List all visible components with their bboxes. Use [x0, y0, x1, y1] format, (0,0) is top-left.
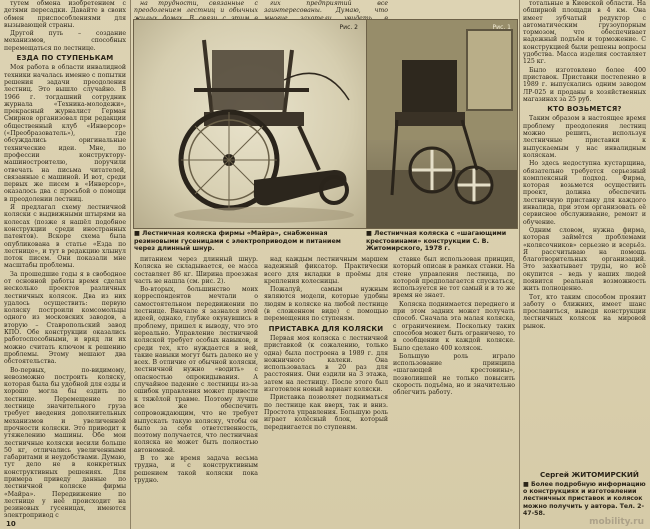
note-bullet: ■ — [523, 481, 532, 488]
col1-paragraph: Моя работа в области инвалидной техники началась именно с попытки решения задачи преодоления лестниц. Это вышло случайно. В 1966 г. тогдашний сотрудник журнала «Техника-молодежи», прекрасный журналист Герман Смирнов организовал при редакции общественный клуб «Инверсор» («Преобразователь»), где обсуждались оригинальные технические идеи. Мне, по профессии конструктору-машиностроителю, поручили отвечать на письма читателей, связанные с машиной. И вот, среди первых же писем в «Инверсор», оказалось два с просьбой о помощи в преодолении лестниц. — [4, 64, 126, 203]
col1-paragraph: Во-первых, по-видимому, невозможно построить коляску, которая была бы удобной для езды и хорошо могла бы ездить по лестнице. Перемещение по лестнице значительного груза требует введения дополнительных механизмов и увеличенной прочности коляски. Это приводит к утяжелению машины. Обе мои лестничные коляски весили больше 50 кг, отличались увеличенными габаритами и неудобствами. Думаю, тут дело не в конкретных конструктивных решениях. Для примера приведу данные по лестничной коляске фирмы «Майра». Передвижение по лестнице у неё происходит на резиновых гусеницах, имеются электропривод с — [4, 366, 126, 520]
col4-paragraph: Коляска поднимается переднего и при этом задних может получать способ. Сначала эта малая коляска, с ограничением. Поскольку таких способов может быть ограничено, то в сообщении к каждой коляске. Было сделано 400 колясок. — [393, 300, 515, 352]
caption-zhitomirsky: ■ Лестничная коляска с «шагающими крестовинами» конструкции С. В. Житомирского, 1978 г. — [366, 230, 507, 253]
figure-label-1: Рис. 1 — [492, 24, 511, 31]
author-signature: Сергей ЖИТОМИРСКИЙ — [540, 470, 639, 479]
col5-paragraph: Тот, кто таким способом проявит заботу о ближних, имеет шанс прославиться, выведя конструкции лестничных колясок на мировой рынок. — [523, 293, 646, 330]
col2-paragraph: питанием через длинный шнур. Коляска не складывается, ее масса составляет 86 кг. Ширина проезжая часть не нашла (см. рис. 2). — [134, 256, 258, 285]
column-4 — [393, 256, 515, 529]
caption-bullet: ■ — [134, 230, 143, 237]
caption-bullet: ■ — [366, 230, 375, 237]
column-3 — [264, 256, 388, 529]
wheelchair-illustration — [134, 20, 366, 228]
top-mid-text: на трудности, связанные с преодолением лестниц и обычных — [134, 0, 258, 15]
col2-paragraph: Во-вторых, большинство моих корреспондентов мечтали о самостоятельном передвижении по лестнице. Вначале я зазнался этой идеей, однако, глубже окунувшись в проблему, пришел к выводу, что это нереально. Управление лестничной коляской требует особых навыков, и среди тех, кто нуждается в ней, такие навыки могут быть далеко не у всех. В отличие от обычной коляски, лестничной нужно «водить» с опасностью опрокидывания. А случайное падение с лестницы из-за ошибок управления может привести к тяжёлой травме. Поэтому лучше все же обеспечить сопровождающим, что не требует выпускать такую коляску, чтобы он было за себя ответственность, поэтому получается, что лестничная коляска не может быть полностью автономной. — [134, 286, 258, 454]
column-2 — [134, 256, 258, 529]
col5-heading: КТО ВОЗЬМЕТСЯ? — [547, 105, 622, 114]
col5-paragraph: Было изготовлено более 400 приставок. Приставки постепенно в 1989 г. выпускались одним заводом ЛР-025 и проданы в хозяйственных магазинах за 25 руб. — [523, 66, 646, 103]
col1-paragraph: Я предлагал схему лестничной коляски с выдвижными штырями на колесах (позже я нашёл подобное конструкции среди иностранных патентов). Вскоре схема была опубликована в статье «Езда по лестнице», и тут в редакцию хлынул поток писем. Они показали мне масштабы проблемы. — [4, 204, 126, 270]
watermark: mobility.ru — [589, 517, 644, 527]
col3-paragraph: Приставка позволяет подниматься по лестнице как вверх, так и вниз. Простота управления. Большую роль играет колёсный блок, который передвигается по ступеням. — [264, 394, 388, 431]
column-1 — [4, 0, 126, 529]
col1-top-text: тутем обмена изобретением с детями пересадки. Давайте в своих обмен приспособлениями для вызывающей страны. — [4, 0, 126, 29]
col5-paragraph: Но здесь недоступна кустарщина, обязательно требуется серьезный комплексный подход. Фирма, которая возьмется осуществить проект, должна обеспечить лестничную приставку для каждого инвалида, при этом организовать её сервисное обслуживание, ремонт и обучение. — [523, 160, 646, 226]
col3-heading: ПРИСТАВКА ДЛЯ КОЛЯСКИ — [268, 324, 384, 333]
col3-paragraph: Пожалуй, самым нужным являются модели, которые удобны людям в коляске на любой лестнице (в сложенном виде) с помощью перемещения по ступеням. — [264, 286, 388, 323]
photo-block — [133, 19, 518, 229]
col3-paragraph: над каждым лестничным маршем надежный фиксатор. Практически всего для вкладки в проёмы для крепления колесницы. — [264, 256, 388, 285]
wheelchair-photo-walking-cross — [367, 20, 517, 228]
wheelchair-photo-maira — [134, 20, 367, 228]
page-number: 10 — [6, 520, 16, 528]
top-mid-text-2: гих предприятий все заинтересованы. Думаю, что — [264, 0, 388, 15]
stair-chair-illustration — [367, 20, 517, 228]
col3-paragraph: Первая моя коляска с лестничной приставкой (к сожалению, только одна) была построена в 1989 г. для ножничного калеки. Она использовалась в 20 раз для расстояния. Они ездили на 3 этажа, затем на лестницу. После этого был изготовлен новый вариант коляски. — [264, 334, 388, 394]
col5-paragraph: Одним словом, нужна фирма, которая займётся проблемами «колясочников» серьезно и всерьёз. Я рассчитываю на помощь благотворительных организаций. Это захватывает труды, но всё окупится – ведь у наших людей появится реальная возможность жить полноценно. — [523, 226, 646, 293]
col4-paragraph: Большую роль играло использование принципа «шагающей крестовины», позволившей не только повысить скорость подъёма, но и значительно облегчить работу. — [393, 352, 515, 397]
col5-paragraph: тотальные в Киевской области. На обширной площади в 4 км. Она имеет зубчатый редуктор с автоматическим грузоупорным тормозом, что обеспечивает надежный подъём и торможение. С конструкцией были решены вопросы удобства. Масса изделия составляет 125 кг. — [523, 0, 646, 66]
column-5 — [523, 0, 646, 470]
contact-note: ■ Более подробную информацию о конструкциях и изготовлении лестничных приставок и колясок можно получить у автора. Тел. 2-47-58. — [523, 481, 646, 517]
figure-label-2: Рис. 2 — [339, 24, 358, 31]
col1-heading: ЕЗДА ПО СТУПЕНЬКАМ — [16, 54, 114, 63]
col2-paragraph: В то же время задача весьма трудна, и с конструктивным решением такой коляски пока трудно. — [134, 455, 258, 484]
column-divider — [130, 0, 131, 529]
col1-paragraph: За прошедшие годы я в свободное от основной работы время сделал несколько проектов различных лестничных колясок. Два из них удалось осуществить: первую коляску построили комсомольцы одного из московских заводов, а вторую – Ставропольский завод КПО. Обе конструкции оказались работоспособными, и вряд ли их можно считать ключом к решению проблемы. Этому мешают два обстоятельства. — [4, 270, 126, 366]
column-divider — [519, 0, 520, 529]
caption-maira: ■ Лестничная коляска фирмы «Майра», снабженная резиновыми гусеницами с электроприводом и питанием через длинный шнур. — [134, 230, 341, 253]
col5-paragraph: Таким образом в настоящее время проблему преодоления лестниц можно решить, используя лестничные приставки к выпускаемым у нас инвалидным коляскам. — [523, 115, 646, 159]
col4-paragraph: ставке был использован принцип, который описан в рамках ставки. На стене управления лестница, по которой предполагается спускаться, используется не тот самый и в то же время не знает. — [393, 256, 515, 300]
col1-top-text-2: Другой путь – создание механизмов, способных перемещаться по лестнице. — [4, 30, 126, 52]
